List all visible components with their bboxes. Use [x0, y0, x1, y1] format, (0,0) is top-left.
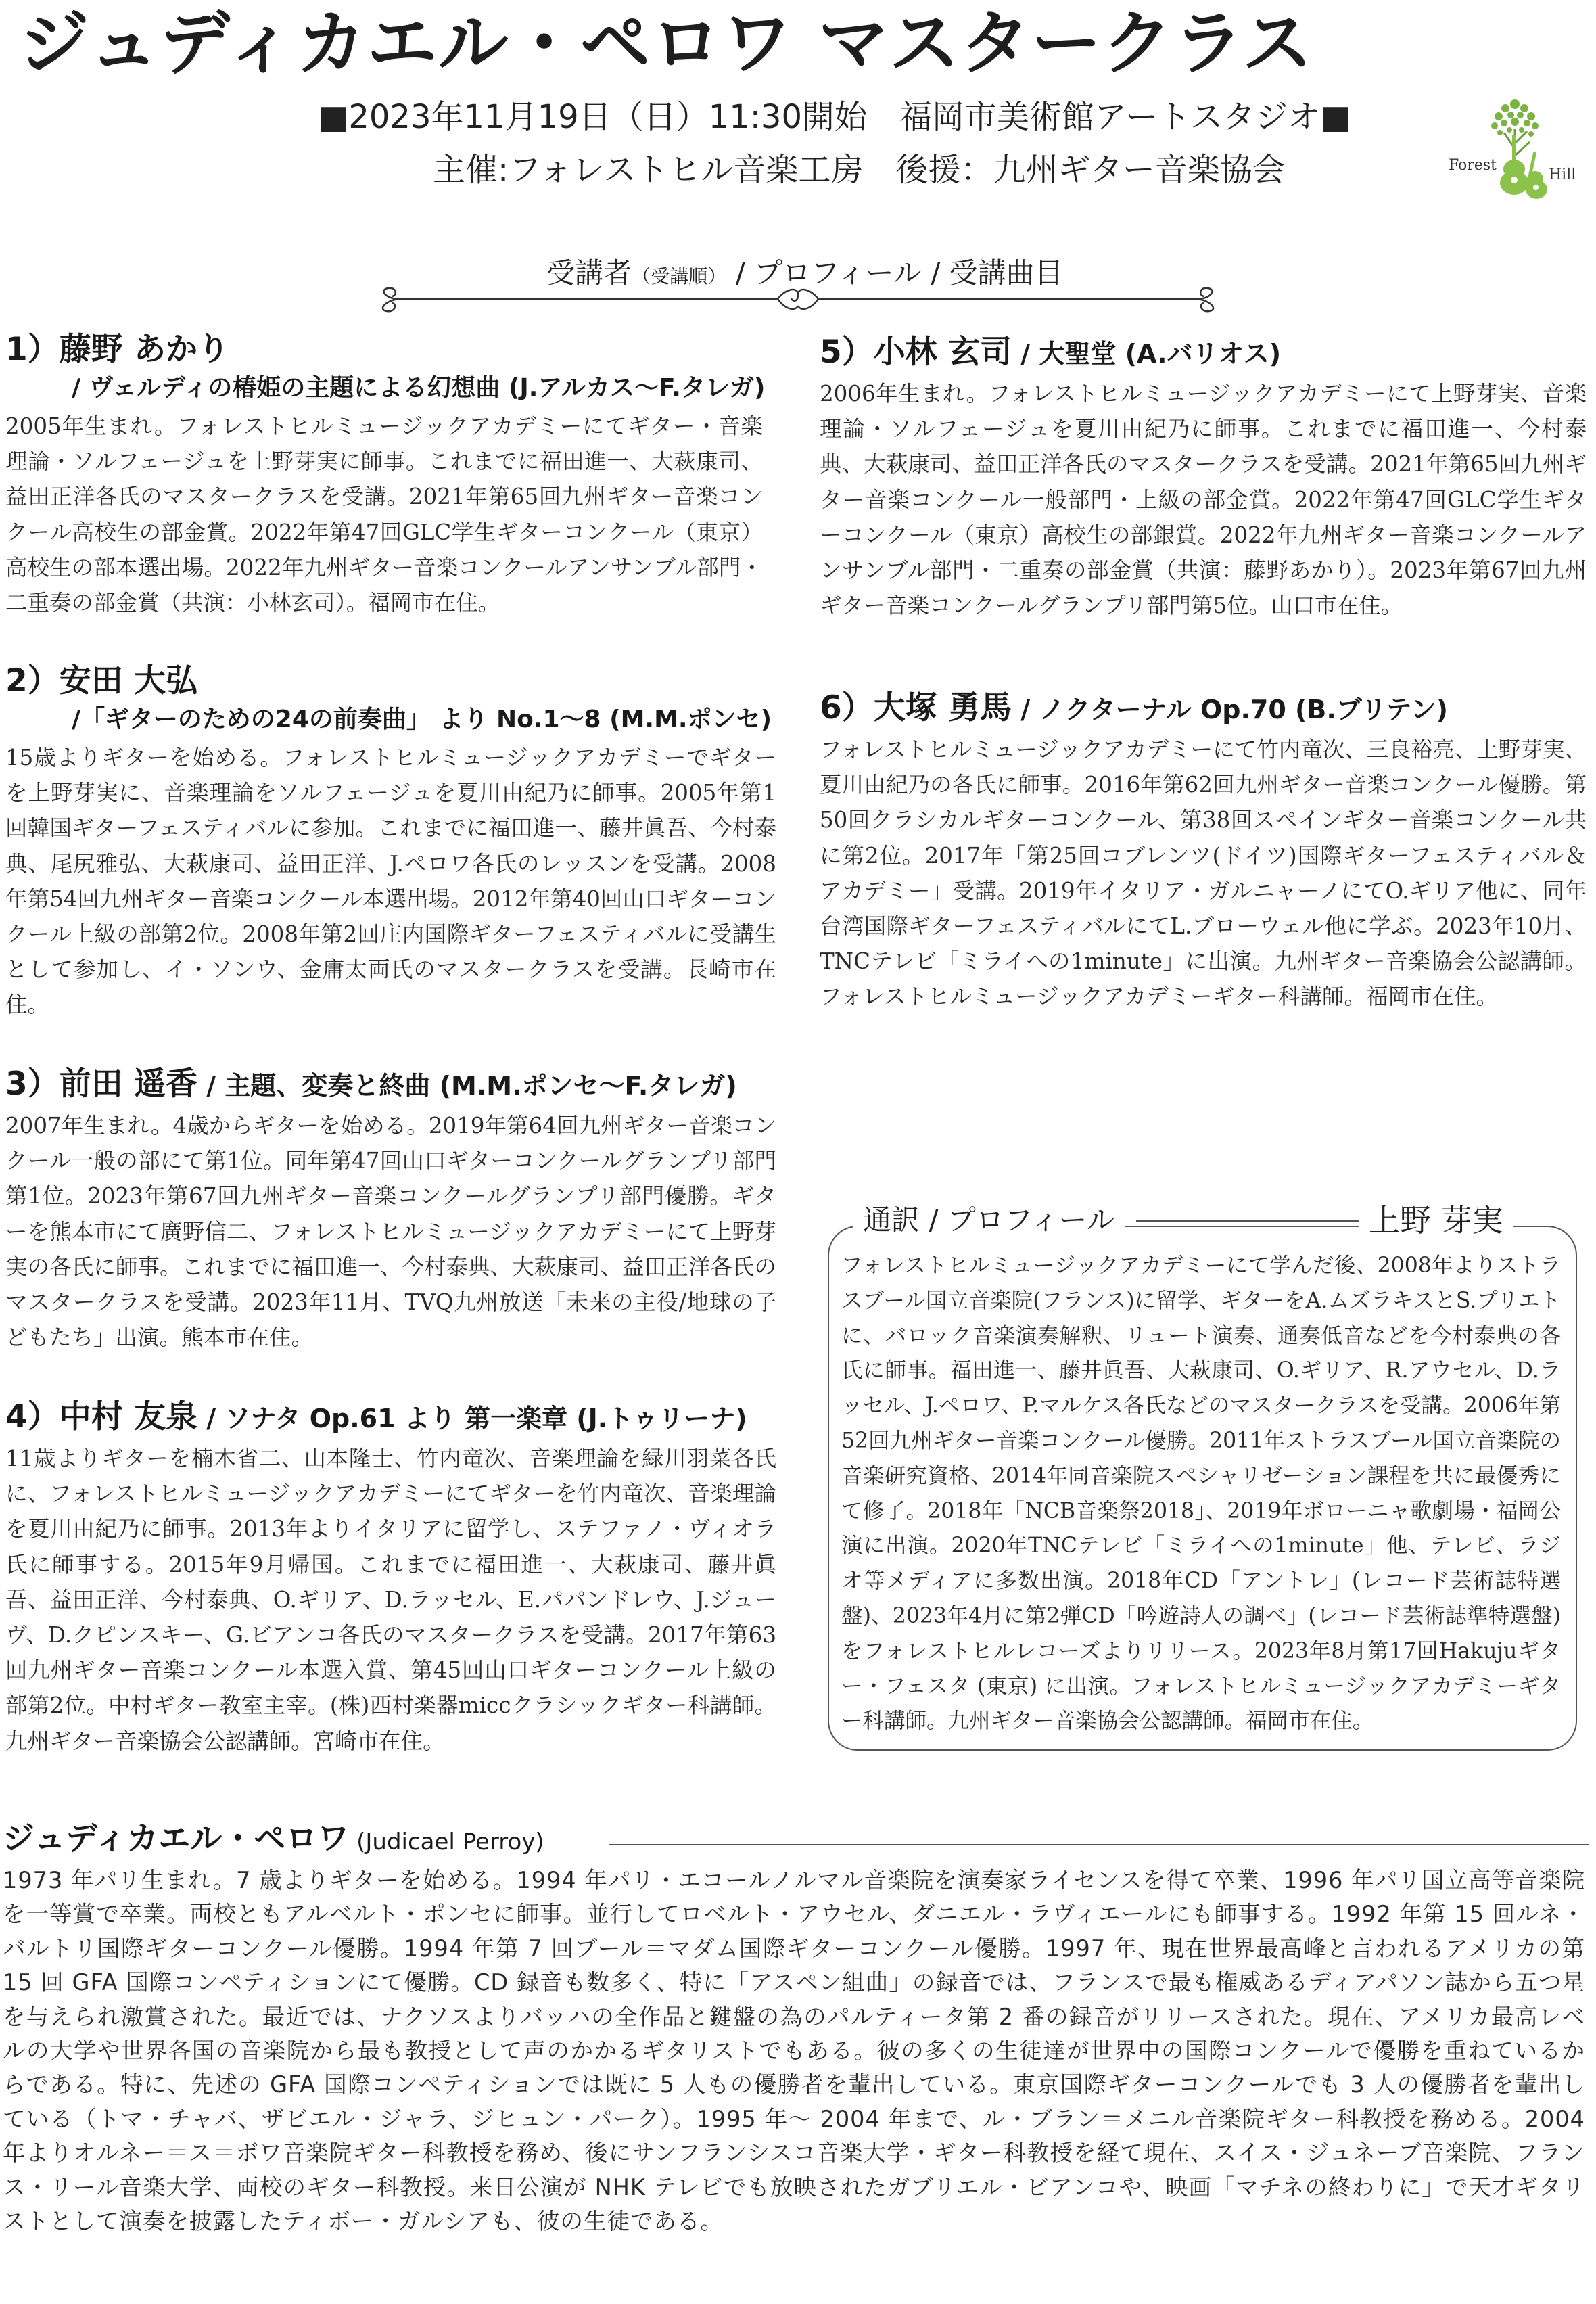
logo-text-forest: Forest [1449, 157, 1497, 174]
perroy-heading-rule [609, 1844, 1589, 1845]
student-bio: フォレストヒルミュージックアカデミーにて竹内竜次、三良裕亮、上野芽実、夏川由紀乃の各氏に師事。2016年第62回九州ギター音楽コンクール優勝。第50回クラシカルギターコンクール、第38回スペインギター音楽コンクール共に第2位。2017年「第25回コブレンツ(ドイツ)国際ギターフェスティバル＆アカデミー」受講。2019年イタリア・ガルニャーノにてO.ギリア他に、同年台湾国際ギターフェスティバルにてL.ブローウェル他に学ぶ。2023年10月、TNCテレビ「ミライへの1minute」に出演。九州ギター音楽協会公認講師。フォレストヒルミュージックアカデミーギター科講師。福岡市在住。 [820, 737, 1587, 1010]
student-bio: 2005年生まれ。フォレストヒルミュージックアカデミーにてギター・音楽理論・ソルフェージュを上野芽実に師事。これまでに福田進一、大萩康司、益田正洋各氏のマスタークラスを受講。2021年第65回九州ギター音楽コンクール高校生の部金賞。2022年第47回GLC学生ギターコンクール（東京）高校生の部本選出場。2022年九州ギター音楽コンクールアンサンブル部門・二重奏の部金賞（共演：小林玄司）。福岡市在住。 [5, 413, 763, 616]
interpreter-name: 上野 芽実 [1359, 1201, 1513, 1240]
perroy-bio: 1973 年パリ生まれ。7 歳よりギターを始める。1994 年パリ・エコールノルマル音楽院を演奏家ライセンスを得て卒業、1996 年パリ国立高等音楽院を一等賞で卒業。両校ともアルベルト・ポンセに師事。並行してロベルト・アウセル、ダニエル・ラヴィエールにも師事する。1992 年第 15 回ルネ・バルトリ国際ギターコンクール優勝。1994 年第 7 回ブール＝マダム国際ギターコンクール優勝。1997 年、現在世界最高峰と言われるアメリカの第 15 回 GFA 国際コンペティションにて優勝。CD 録音も数多く、特に「アスペン組曲」の録音では、フランスで最も権威あるディアパソン誌から五つ星を与えられ激賞された。最近では、ナクソスよりバッハの全作品と鍵盤の為のパルティータ第 2 番の録音がリリースされた。現在、アメリカ最高レベルの大学や世界各国の音楽院から最も教授として声のかかるギタリストでもある。彼の多くの生徒達が世界中の国際コンクールで優勝を重ねているからである。特に、先述の GFA 国際コンペティションでは既に 5 人もの優勝者を輩出している。東京国際ギターコンクールでも 3 人の優勝者を輩出している（トマ・チャバ、ザビエル・ジャラ、ジヒュン・パーク）。1995 年～ 2004 年まで、ル・ブラン＝メニル音楽院ギター科教授を務める。2004 年よりオルネー＝ス＝ボワ音楽院ギター科教授を務め、後にサンフランシスコ音楽大学・ギター科教授を経て現在、スイス・ジュネーブ音楽院、フランス・リール音楽大学、両校のギター科教授。来日公演が NHK テレビでも放映されたガブリエル・ビアンコや、映画「マチネの終わりに」で天才ギタリストとして演奏を披露したティボー・ガルシアも、彼の生徒である。 [3, 1867, 1585, 2235]
student-name: 2）安田 大弘 [5, 662, 198, 699]
student-piece: /「ギターのための24の前奏曲」 より No.1～8 (M.M.ポンセ) [72, 706, 772, 733]
student-name: 4）中村 友泉 [5, 1398, 198, 1435]
perroy-name-en: (Judicael Perroy) [349, 1828, 544, 1856]
student-entry-1 [5, 329, 766, 625]
student-piece: / 主題、変奏と終曲 (M.M.ポンセ～F.タレガ) [197, 1071, 737, 1101]
student-piece: / 大聖堂 (A.バリオス) [1012, 339, 1282, 369]
student-name-with-piece [5, 1063, 776, 1105]
student-piece: / ヴェルディの椿姫の主題による幻想曲 (J.アルカス～F.タレガ) [72, 374, 766, 402]
tree-guitar-icon [1447, 95, 1582, 203]
student-name: 3）前田 遥香 [5, 1065, 198, 1103]
student-name: 1）藤野 あかり [5, 331, 230, 368]
student-piece: / ソナタ Op.61 より 第一楽章 (J.トゥリーナ) [197, 1404, 747, 1433]
ornamental-divider [358, 283, 1238, 317]
student-entry-6 [820, 687, 1587, 1054]
interpreter-bio: フォレストヒルミュージックアカデミーにて学んだ後、2008年よりストラスブール国立音楽院(フランス)に留学、ギターをA.ムズラキスとS.プリエトに、バロック音楽演奏解釈、リュート演奏、通奏低音などを今村泰典の各氏に師事。福田進一、藤井眞吾、大萩康司、O.ギリア、R.アウセル、D.ラッセル、J.ペロワ、P.マルケス各氏などのマスタークラスを受講。2006年第52回九州ギター音楽コンクール優勝。2011年ストラスブール国立音楽院の音楽研究資格、2014年同音楽院スペシャリゼーション課程を共に最優秀にて修了。2018年「NCB音楽祭2018」、2019年ボローニャ歌劇場・福岡公演に出演。2020年TNCテレビ「ミライへの1minute」他、テレビ、ラジオ等メディアに多数出演。2018年CD「アントレ」(レコード芸術誌特選盤)、2023年4月に第2弾CD「吟遊詩人の調べ」(レコード芸術誌準特選盤)をフォレストヒルレコーズよりリリース。2023年8月第17回Hakujuギター・フェスタ (東京) に出演。フォレストヒルミュージックアカデミーギター科講師。九州ギター音楽協会公認講師。福岡市在住。 [841, 1253, 1561, 1734]
student-entry-5 [820, 331, 1587, 663]
student-bio: 11歳よりギターを楠木省二、山本隆士、竹内竜次、音楽理論を緑川羽菜各氏に、フォレストヒルミュージックアカデミーにてギターを竹内竜次、音楽理論を夏川由紀乃に師事。2013年よりイタリアに留学し、ステファノ・ヴィオラ氏に師事する。2015年9月帰国。これまでに福田進一、大萩康司、藤井眞吾、益田正洋、今村泰典、O.ギリア、D.ラッセル、E.パパンドレウ、J.ジューヴ、D.クピンスキー、G.ビアンコ各氏のマスタークラスを受講。2017年第63回九州ギター音楽コンクール本選入賞、第45回山口ギターコンクール上級の部第2位。中村ギター教室主宰。(株)西村楽器miccクラシックギター科講師。九州ギター音楽協会公認講師。宮崎市在住。 [5, 1446, 776, 1754]
section-heading-rest: / プロフィール / 受講曲目 [726, 256, 1063, 290]
section-heading-order-note: （受講順） [632, 265, 727, 287]
logo-text-hill: Hill [1549, 166, 1576, 183]
interpreter-heading-rule [1136, 1220, 1359, 1222]
event-date-venue: ■2023年11月19日（日）11:30開始 福岡市美術館アートスタジオ■ [318, 98, 1351, 136]
student-name-with-piece [820, 331, 1587, 373]
student-bio: 2007年生まれ。4歳からギターを始める。2019年第64回九州ギター音楽コンクール一般の部にて第1位。同年第47回山口ギターコンクールグランプリ部門第1位。2023年第67回九州ギター音楽コンクールグランプリ部門優勝。ギターを熊本市にて廣野信二、フォレストヒルミュージックアカデミーにて上野芽実の各氏に師事。これまでに福田進一、今村泰典、大萩康司、益田正洋各氏のマスタークラスを受講。2023年11月、TVQ九州放送「未来の主役/地球の子どもたち」出演。熊本市在住。 [5, 1113, 776, 1351]
student-entry-4 [5, 1396, 776, 1803]
event-organizers: 主催:フォレストヒル音楽工房 後援：九州ギター音楽協会 [433, 151, 1285, 189]
student-bio: 15歳よりギターを始める。フォレストヒルミュージックアカデミーでギターを上野芽実に、音楽理論をソルフェージュを夏川由紀乃に師事。2005年第1回韓国ギターフェスティバルに参加。これまでに福田進一、藤井眞吾、今村泰典、尾尻雅弘、大萩康司、益田正洋、J.ペロワ各氏のレッスンを受講。2008年第54回九州ギター音楽コンクール本選出場。2012年第40回山口ギターコンクール上級の部第2位。2008年第2回庄内国際ギターフェスティバルに受講生として参加し、イ・ソンウ、金庸太両氏のマスタークラスを受講。長崎市在住。 [5, 745, 776, 1018]
student-name-with-piece [820, 687, 1587, 729]
student-bio: 2006年生まれ。フォレストヒルミュージックアカデミーにて上野芽実、音楽理論・ソルフェージュを夏川由紀乃に師事。これまでに福田進一、今村泰典、大萩康司、益田正洋各氏のマスタークラスを受講。2021年第65回九州ギター音楽コンクール一般部門・上級の部金賞。2022年第47回GLC学生ギターコンクール（東京）高校生の部銀賞。2022年九州ギター音楽コンクールアンサンブル部門・二重奏の部金賞（共演：藤野あかり）。2023年第67回九州ギター音楽コンクールグランプリ部門第5位。山口市在住。 [820, 381, 1587, 619]
forest-hill-logo [1447, 95, 1582, 203]
section-heading-main: 受講者 [546, 256, 632, 290]
student-entry-2 [5, 660, 776, 1062]
student-entry-3 [5, 1063, 776, 1393]
student-name-with-piece [5, 1396, 776, 1438]
student-name: 5）小林 玄司 [820, 333, 1012, 371]
interpreter-label: 通訳 / プロフィール [853, 1201, 1125, 1240]
perroy-name: ジュディカエル・ペロワ [3, 1820, 350, 1858]
student-name: 6）大塚 勇馬 [820, 689, 1012, 727]
page-title: ジュディカエル・ペロワ マスタークラス [19, 2, 1313, 85]
student-piece: / ノクターナル Op.70 (B.ブリテン) [1012, 695, 1448, 724]
perroy-heading [3, 1817, 544, 1862]
